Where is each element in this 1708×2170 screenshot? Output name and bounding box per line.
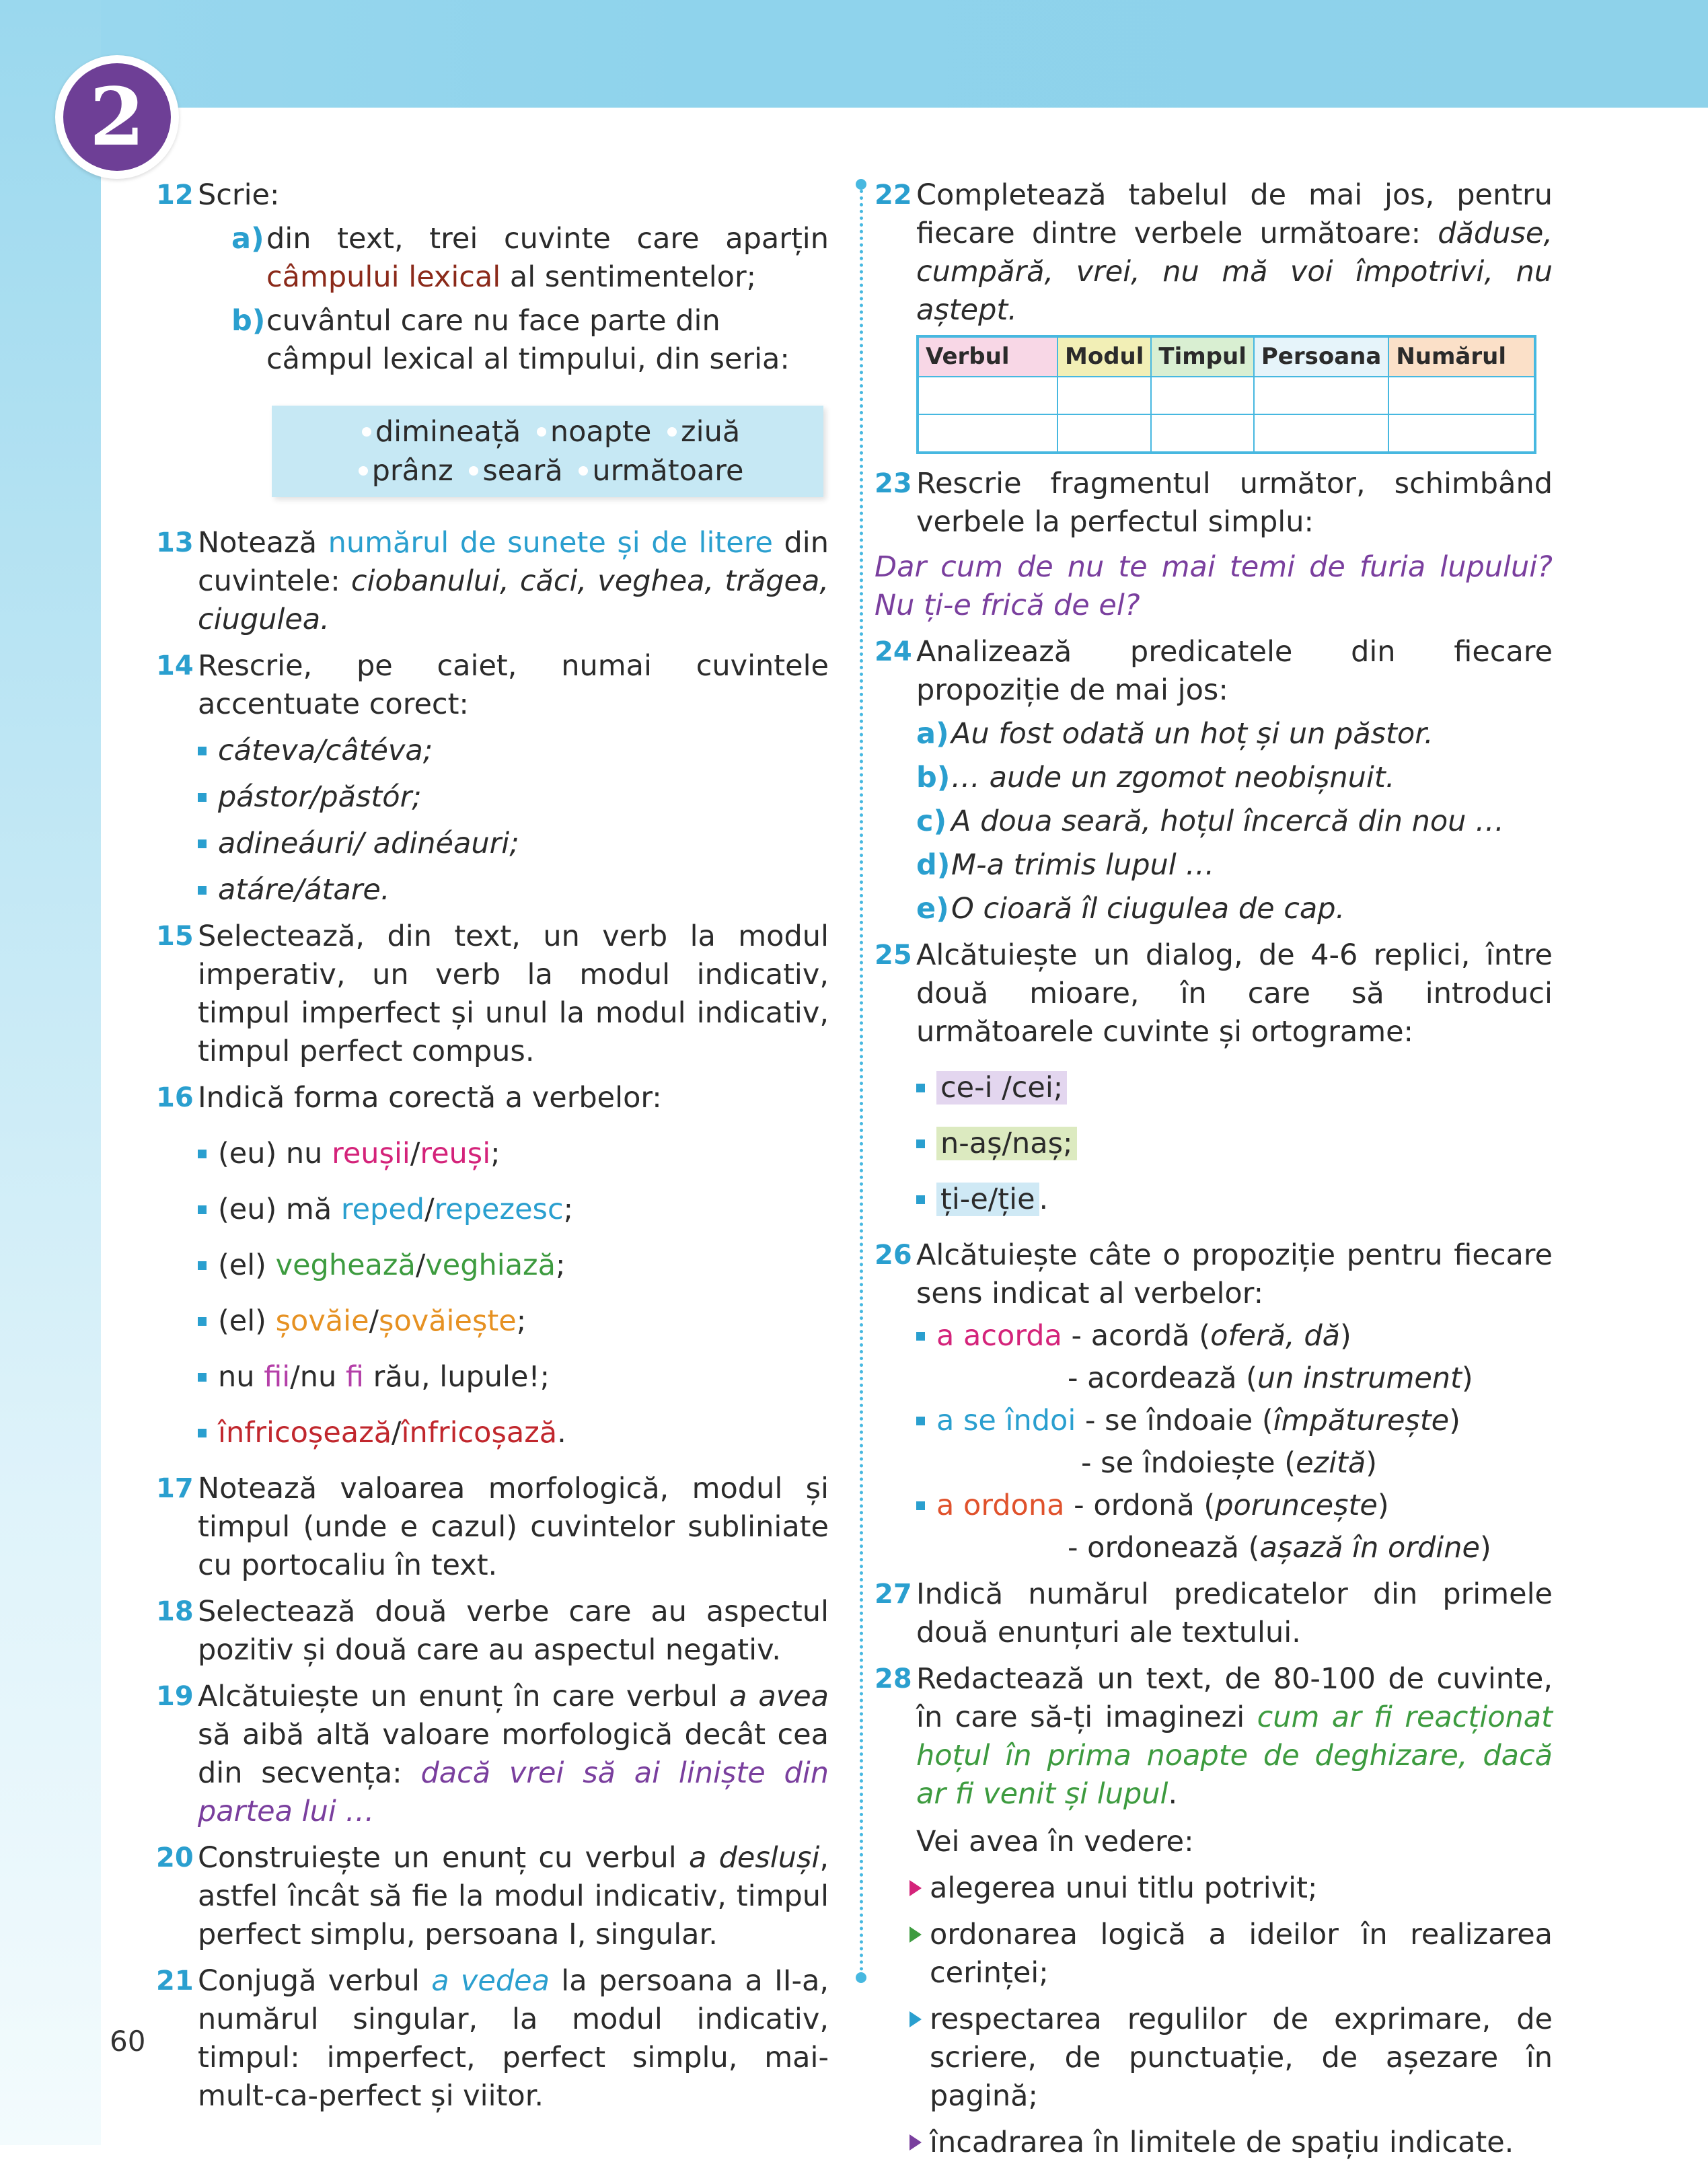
table-header: Persoana xyxy=(1254,336,1388,377)
list-item: adineáuri/ adinéauri; xyxy=(198,825,829,863)
list-item: ce-i /cei; xyxy=(916,1069,1553,1107)
exercise-12: 12 Scrie: a) din text, trei cuvinte care aparțin câmpului lexical al sentimentelor; b) cuvântul care nu face parte din câmpul lexical al timpului, din seria: dimineață noapte ziuă prânz seară următoare xyxy=(156,176,829,497)
exercise-26: 26 Alcătuiește câte o propoziție pentru fiecare sens indicat al verbelor: a acorda - acordă (oferă, dă) - acordează (un instrument) a se îndoi - se îndoaie (împăturește) - se îndoiește (ezită) a ordona - ordonă (poruncește) - ordonează (așază în ordine) xyxy=(875,1238,1553,1565)
table-header: Numărul xyxy=(1388,336,1535,377)
list-item: alegerea unui titlu potrivit; xyxy=(909,1869,1553,1908)
sense-item: a acorda - acordă (oferă, dă) xyxy=(916,1317,1553,1355)
list-item: înfricoșează/înfricoșază. xyxy=(198,1414,829,1452)
list-item: (el) veghează/veghiază; xyxy=(198,1246,829,1285)
exercise-23: 23 Rescrie fragmentul următor, schimbând verbele la perfectul simplu: Dar cum de nu te mai temi de furia lupului? Nu ți-e frică de el? xyxy=(875,467,1553,622)
list-item: (eu) mă reped/repezesc; xyxy=(198,1191,829,1229)
subitem: d) M-a trimis lupul … xyxy=(916,848,1215,882)
exercise-27: 27 Indică numărul predicatelor din primele două enunțuri ale textului. xyxy=(875,1577,1553,1649)
exercise-13: 13 Notează numărul de sunete și de litere din cuvintele: ciobanului, căci, veghea, trăgea, ciugulea. xyxy=(156,526,829,636)
sense-item: a se îndoi - se îndoaie (împăturește) xyxy=(916,1402,1553,1440)
list-item: n-aș/naș; xyxy=(916,1125,1553,1163)
exercise-14: 14 Rescrie, pe caiet, numai cuvintele accentuate corect: cáteva/câtéva; pástor/păstór; adineáuri/ adinéauri; atáre/átare. xyxy=(156,647,829,909)
right-column xyxy=(875,176,1553,2170)
list-item: ți-e/ție . xyxy=(916,1181,1553,1219)
list-item: încadrarea în limitele de spațiu indicate. xyxy=(909,2124,1553,2162)
sense-item: a ordona - ordonă (poruncește) xyxy=(916,1487,1553,1525)
table-header: Modul xyxy=(1057,336,1151,377)
side-strip xyxy=(0,0,101,2145)
exercise-16: 16 Indică forma corectă a verbelor: (eu) nu reușii/reuși; (eu) mă reped/repezesc; (el) veghează/veghiază; (el) șovăie/șovăiește; nu fii/nu fi rău, lupule!; înfricoșează/înfricoșază. xyxy=(156,1079,829,1452)
list-item: atáre/átare. xyxy=(198,871,829,909)
table-header: Verbul xyxy=(918,336,1057,377)
exercise-20: 20 Construiește un enunț cu verbul a desluși, astfel încât să fie la modul indicativ, timpul perfect simplu, persoana I, singular. xyxy=(156,1841,829,1951)
exercise-24: 24 Analizează predicatele din fiecare propoziție de mai jos: a) Au fost odată un hoț și un păstor. b) … aude un zgomot neobișnuit. c) A doua seară, hoțul încercă din nou … d) M-a trimis lupul … e) O cioară îl ciugulea de cap. xyxy=(875,633,1553,928)
exercise-21: 21 Conjugă verbul a vedea la persoana a II-a, numărul singular, la modul indicativ, timpul: imperfect, perfect simplu, mai-mult-ca-perfect și viitor. xyxy=(156,1964,829,2113)
divider-dot-bottom xyxy=(856,1972,866,1983)
list-item: ordonarea logică a ideilor în realizarea cerinței; xyxy=(909,1916,1553,1992)
exercise-19: 19 Alcătuiește un enunț în care verbul a avea să aibă altă valoare morfologică decât cea din secvența: dacă vrei să ai liniște din partea lui … xyxy=(156,1680,829,1828)
divider-dot-top xyxy=(856,179,866,190)
page-number: 60 xyxy=(110,2025,146,2058)
table-header: Timpul xyxy=(1151,336,1253,377)
subitem: c) A doua seară, hoțul încercă din nou … xyxy=(916,805,1505,838)
verb-table xyxy=(916,335,1536,454)
list-item: (eu) nu reușii/reuși; xyxy=(198,1135,829,1173)
table-row xyxy=(918,377,1535,414)
exercise-18: 18 Selectează două verbe care au aspectul pozitiv și două care au aspectul negativ. xyxy=(156,1595,829,1667)
subitem: a) Au fost odată un hoț și un păstor. xyxy=(916,717,1434,751)
exercise-number: 12 xyxy=(156,180,194,211)
chapter-number: 2 xyxy=(63,63,171,171)
subitem: e) O cioară îl ciugulea de cap. xyxy=(916,892,1345,926)
subitem: b) … aude un zgomot neobișnuit. xyxy=(916,761,1395,794)
subitem-a: a) din text, trei cuvinte care aparțin câmpului lexical al sentimentelor; xyxy=(231,222,829,294)
list-item: pástor/păstór; xyxy=(198,778,829,817)
exercise-25: 25 Alcătuiește un dialog, de 4-6 replici, între două mioare, în care să introduci următoarele cuvinte și ortograme: ce-i /cei; n-aș/naș; ți-e/ție . xyxy=(875,936,1553,1219)
table-row xyxy=(918,414,1535,453)
list-item: cáteva/câtéva; xyxy=(198,732,829,770)
top-band xyxy=(0,0,1708,108)
subitem-b: b) cuvântul care nu face parte din câmpul lexical al timpului, din seria: xyxy=(231,304,790,376)
word-series-box: dimineață noapte ziuă prânz seară următoare xyxy=(272,406,823,497)
left-column xyxy=(156,176,829,2124)
exercise-28: 28 Redactează un text, de 80-100 de cuvinte, în care să-ți imaginezi cum ar fi reacționat hoțul în prima noapte de deghizare, dacă ar fi venit și lupul. Vei avea în vedere: alegerea unui titlu potrivit; ordonarea logică a ideilor în realizarea cerinței; respectarea regulilor de exprimare, de scriere, de punctuație, de așezare în pagină; încadrarea în limitele de spațiu indicate. xyxy=(875,1660,1553,2162)
exercise-15: 15 Selectează, din text, un verb la modul imperativ, un verb la modul indicativ, timpul imperfect și unul la modul indicativ, timpul perfect compus. xyxy=(156,920,829,1068)
exercise-17: 17 Notează valoarea morfologică, modul și timpul (unde e cazul) cuvintelor subliniate cu portocaliu în text. xyxy=(156,1472,829,1582)
list-item: respectarea regulilor de exprimare, de scriere, de punctuație, de așezare în pagină; xyxy=(909,2000,1553,2116)
list-item: (el) șovăie/șovăiește; xyxy=(198,1302,829,1341)
chapter-badge xyxy=(55,55,179,179)
list-item: nu fii/nu fi rău, lupule!; xyxy=(198,1358,829,1396)
exercise-22: 22 Completează tabelul de mai jos, pentru fiecare dintre verbele următoare: dăduse, cumpără, vrei, nu mă voi împotrivi, nu aștept. Verbul Modul Timpul Persoana Numărul xyxy=(875,176,1553,454)
column-divider xyxy=(860,183,863,1979)
